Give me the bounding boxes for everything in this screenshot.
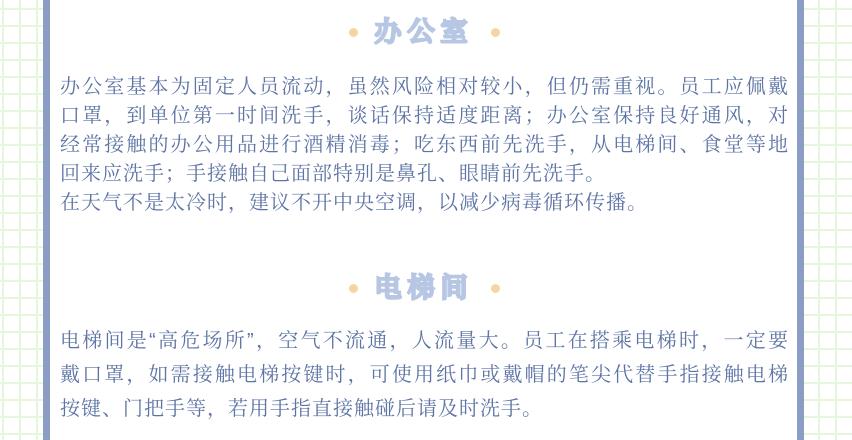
- paragraph-line: 电梯间是“高危场所”，空气不流通，人流量大。员工在搭乘电梯时，一定要: [60, 330, 788, 352]
- paragraph-line: 经常接触的办公用品进行酒精消毒；吃东西前先洗手，从电梯间、食堂等地: [60, 134, 788, 156]
- accent-dot: [491, 284, 500, 293]
- paragraph-line: 回来应洗手；手接触自己面部特别是鼻孔、眼睛前先洗手。: [60, 163, 606, 185]
- right-border-bar: [797, 0, 804, 440]
- paragraph-line: 戴口罩，如需接触电梯按键时，可使用纸巾或戴帽的笔尖代替手指接触电梯: [60, 364, 788, 386]
- accent-dot: [491, 28, 500, 37]
- office-paragraph: [60, 73, 788, 218]
- paragraph-line: 办公室基本为固定人员流动，虽然风险相对较小，但仍需重视。员工应佩戴: [60, 76, 788, 98]
- section-title-office: 办公室: [374, 17, 474, 47]
- left-border-bar: [43, 0, 50, 440]
- office-section-title-row: [60, 17, 788, 47]
- elevator-paragraph: [60, 324, 788, 426]
- paragraph-line: 按键、门把手等，若用手指直接触碰后请及时洗手。: [60, 398, 543, 420]
- paragraph-line: 口罩，到单位第一时间洗手，谈话保持适度距离；办公室保持良好通风，对: [60, 105, 788, 127]
- paragraph-line: 在天气不是太冷时，建议不开中央空调，以减少病毒循环传播。: [60, 192, 648, 214]
- accent-dot: [349, 28, 358, 37]
- section-title-elevator: 电梯间: [374, 273, 474, 303]
- content-panel: [50, 0, 797, 440]
- accent-dot: [349, 284, 358, 293]
- elevator-section-title-row: [60, 273, 788, 303]
